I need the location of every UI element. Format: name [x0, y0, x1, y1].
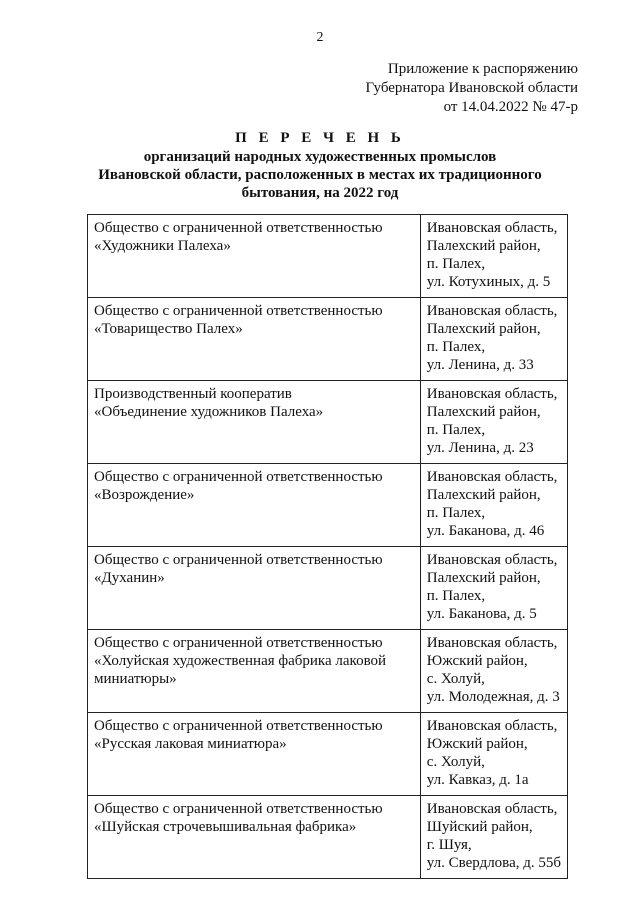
organization-name-cell: [88, 796, 421, 879]
organization-address-line: п. Палех,: [426, 339, 486, 355]
organization-address-line: Ивановская область,: [426, 801, 558, 817]
organization-name-cell: [88, 630, 421, 713]
organization-name-cell: [88, 298, 421, 381]
organization-address-line: Палехский район,: [426, 570, 541, 586]
organization-name-line: «Русская лаковая миниатюра»: [94, 736, 287, 752]
organization-name-line: Общество с ограниченной ответственностью: [94, 552, 383, 568]
organization-name-line: «Шуйская строчевышивальная фабрика»: [94, 819, 357, 835]
organization-address-line: ул. Баканова, д. 5: [426, 606, 537, 622]
organization-name-line: «Объединение художников Палеха»: [94, 404, 324, 420]
organization-address-line: ул. Молодежная, д. 3: [426, 689, 560, 705]
organization-address-line: Палехский район,: [426, 487, 541, 503]
document-subtitle-line: бытования, на 2022 год: [241, 185, 399, 201]
organization-name-line: Общество с ограниченной ответственностью: [94, 469, 383, 485]
organization-address-line: ул. Ленина, д. 23: [426, 440, 534, 456]
organization-name-line: «Возрождение»: [94, 487, 195, 503]
organization-name-line: «Товарищество Палех»: [94, 321, 243, 337]
document-subtitle-line: организаций народных художественных промыслов: [143, 149, 497, 165]
appendix-line: Приложение к распоряжению: [387, 61, 578, 77]
organization-address-cell: [420, 381, 567, 464]
organization-address-line: Палехский район,: [426, 321, 541, 337]
organization-name-line: Общество с ограниченной ответственностью: [94, 635, 383, 651]
organization-address-cell: [420, 547, 567, 630]
table-row: [88, 547, 568, 630]
organization-name-cell: [88, 464, 421, 547]
organization-address-line: Ивановская область,: [426, 635, 558, 651]
organization-address-line: п. Палех,: [426, 588, 486, 604]
table-row: [88, 630, 568, 713]
organization-address-line: Ивановская область,: [426, 386, 558, 402]
organization-address-cell: [420, 215, 567, 298]
organization-name-line: Общество с ограниченной ответственностью: [94, 220, 383, 236]
table-row: [88, 215, 568, 298]
organization-name-cell: [88, 215, 421, 298]
organization-address-line: п. Палех,: [426, 256, 486, 272]
organization-address-cell: [420, 298, 567, 381]
organization-address-line: Южский район,: [426, 653, 528, 669]
organization-address-line: Палехский район,: [426, 238, 541, 254]
organization-address-line: г. Шуя,: [426, 837, 472, 853]
organization-address-line: ул. Свердлова, д. 55б: [426, 855, 561, 871]
organization-address-line: Палехский район,: [426, 404, 541, 420]
table-row: [88, 298, 568, 381]
appendix-line: Губернатора Ивановской области: [365, 80, 578, 96]
organization-address-line: п. Палех,: [426, 505, 486, 521]
organization-address-cell: [420, 630, 567, 713]
organizations-table-body: [88, 215, 568, 879]
organization-name-line: «Духанин»: [94, 570, 165, 586]
table-row: [88, 713, 568, 796]
organization-address-line: Шуйский район,: [426, 819, 533, 835]
organization-address-cell: [420, 464, 567, 547]
organization-address-line: п. Палех,: [426, 422, 486, 438]
appendix-line: от 14.04.2022 № 47-р: [443, 99, 578, 115]
table-row: [88, 464, 568, 547]
organization-address-line: Ивановская область,: [426, 552, 558, 568]
organization-address-line: Ивановская область,: [426, 220, 558, 236]
organization-name-line: Общество с ограниченной ответственностью: [94, 303, 383, 319]
organization-address-line: ул. Баканова, д. 46: [426, 523, 545, 539]
table-row: [88, 381, 568, 464]
organization-name-cell: [88, 713, 421, 796]
organization-address-line: Ивановская область,: [426, 469, 558, 485]
organization-address-line: ул. Ленина, д. 33: [426, 357, 534, 373]
organization-address-line: Южский район,: [426, 736, 528, 752]
organization-address-line: с. Холуй,: [426, 754, 485, 770]
organization-address-line: Ивановская область,: [426, 718, 558, 734]
organization-address-cell: [420, 796, 567, 879]
organization-address-cell: [420, 713, 567, 796]
table-row: [88, 796, 568, 879]
organization-name-cell: [88, 547, 421, 630]
organization-name-cell: [88, 381, 421, 464]
organization-name-line: миниатюры»: [94, 671, 177, 687]
organizations-table: [87, 214, 568, 879]
organization-name-line: Производственный кооператив: [94, 386, 292, 402]
organization-name-line: «Холуйская художественная фабрика лаковой: [94, 653, 387, 669]
document-subtitle-line: Ивановской области, расположенных в местах их традиционного: [98, 167, 542, 183]
page-number: 2: [316, 30, 324, 45]
document-title-block: [0, 128, 640, 202]
organization-name-line: Общество с ограниченной ответственностью: [94, 718, 383, 734]
organization-address-line: Ивановская область,: [426, 303, 558, 319]
organization-address-line: ул. Котухиных, д. 5: [426, 274, 551, 290]
organization-name-line: «Художники Палеха»: [94, 238, 231, 254]
organization-address-line: с. Холуй,: [426, 671, 485, 687]
appendix-header: [365, 60, 578, 117]
organization-name-line: Общество с ограниченной ответственностью: [94, 801, 383, 817]
organization-address-line: ул. Кавказ, д. 1а: [426, 772, 529, 788]
document-title: П Е Р Е Ч Е Н Ь: [235, 130, 405, 146]
